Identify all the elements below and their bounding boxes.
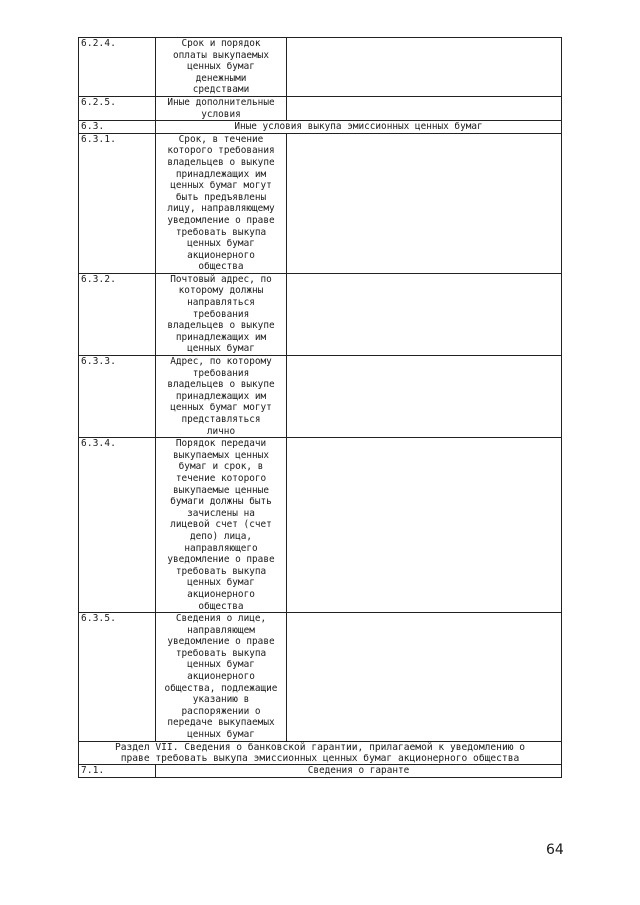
item-label-line: общества, подлежащие (164, 682, 278, 694)
item-label-line: Срок, в течение (178, 133, 264, 145)
item-label-line: быть предъявлены (175, 191, 267, 203)
item-label-line: лицу, направляющему (167, 203, 275, 215)
item-label-line: направляющем (187, 624, 255, 636)
item-value-field[interactable] (287, 96, 562, 120)
item-label-line: средствами (192, 84, 250, 96)
item-label-line: владельцев о выкупе (167, 156, 275, 168)
item-label-line: условия (201, 108, 241, 120)
item-label-line: направляться (187, 297, 255, 309)
item-label-line: течение которого (175, 472, 267, 484)
page-number: 64 (546, 842, 564, 858)
item-number: 6.2.4. (79, 38, 156, 97)
item-label-line: акционерного (187, 671, 255, 683)
item-label-line: лицевой счет (счет (170, 519, 272, 531)
item-label-line: бумаги должны быть (170, 496, 272, 508)
item-label-line: принадлежащих им (175, 331, 267, 343)
item-label-line: требовать выкупа (175, 565, 267, 577)
item-label (156, 273, 287, 355)
item-label-line: уведомление о праве (167, 554, 275, 566)
item-label-line: общества (198, 600, 244, 612)
item-label-line: акционерного (187, 249, 255, 261)
item-label-line: уведомление о праве (167, 636, 275, 648)
item-value-field[interactable] (287, 613, 562, 742)
item-label-line: ценных бумаг (187, 577, 255, 589)
section-number: 7.1. (79, 765, 156, 778)
section-row-7-1 (79, 765, 562, 778)
table-row (79, 133, 562, 273)
form-table-body (79, 38, 562, 778)
item-label (156, 38, 287, 97)
item-label-line: ценных бумаг могут (170, 402, 272, 414)
item-label-line: зачислены на (187, 507, 255, 519)
item-number: 6.2.5. (79, 96, 156, 120)
item-label-line: Иные дополнительные (167, 96, 275, 108)
item-label-line: указанию в (192, 694, 250, 706)
section-7-header-row (79, 741, 562, 765)
item-label-line: ценных бумаг (187, 238, 255, 250)
item-label-line: владельцев о выкупе (167, 379, 275, 391)
item-label-line: ценных бумаг (187, 343, 255, 355)
item-label-line: передаче выкупаемых (167, 717, 275, 729)
item-label-line: требовать выкупа (175, 647, 267, 659)
item-label-line: депо) лица, (189, 530, 253, 542)
item-label-line: принадлежащих им (175, 390, 267, 402)
table-row (79, 438, 562, 613)
item-label-line: лично (206, 425, 236, 437)
table-row (79, 613, 562, 742)
item-value-field[interactable] (287, 273, 562, 355)
section-7-title-line: праве требовать выкупа эмиссионных ценных бумаг акционерного общества (120, 753, 520, 765)
form-table (78, 37, 562, 778)
item-number: 6.3.2. (79, 273, 156, 355)
item-value-field[interactable] (287, 133, 562, 273)
item-number: 6.3.1. (79, 133, 156, 273)
section-7-title-line: Раздел VII. Сведения о банковской гарантии, прилагаемой к уведомлению о (114, 741, 526, 753)
item-label-line: требования (192, 308, 250, 320)
item-label-line: ценных бумаг могут (170, 180, 272, 192)
item-label-line: Сведения о лице, (175, 613, 267, 625)
item-label (156, 356, 287, 438)
table-row (79, 273, 562, 355)
section-number: 6.3. (79, 121, 156, 134)
item-label-line: акционерного (187, 588, 255, 600)
item-label (156, 613, 287, 742)
item-label-line: представляться (181, 414, 261, 425)
item-label-line: выкупаемых ценных (173, 449, 269, 461)
table-row (79, 356, 562, 438)
item-label-line: распоряжении о (181, 705, 261, 717)
item-label-line: требовать выкупа (175, 226, 267, 238)
section-7-title (79, 741, 562, 765)
table-row (79, 96, 562, 120)
item-label-line: уведомление о праве (167, 214, 275, 226)
item-label-line: которого требования (167, 145, 275, 157)
item-label-line: Адрес, по которому (170, 356, 272, 368)
item-label (156, 133, 287, 273)
item-number: 6.3.4. (79, 438, 156, 613)
item-label (156, 438, 287, 613)
section-title: Сведения о гаранте (156, 765, 562, 778)
item-label-line: ценных бумаг (187, 61, 255, 73)
item-label-line: владельцев о выкупе (167, 320, 275, 332)
item-label-line: принадлежащих им (175, 168, 267, 180)
item-label-line: направляющего (184, 542, 258, 554)
item-value-field[interactable] (287, 38, 562, 97)
item-label-line: Почтовый адрес, по (170, 273, 272, 285)
item-value-field[interactable] (287, 438, 562, 613)
item-label-line: общества (198, 261, 244, 273)
item-label-line: денежными (195, 72, 247, 84)
item-value-field[interactable] (287, 356, 562, 438)
item-number: 6.3.5. (79, 613, 156, 742)
item-number: 6.3.3. (79, 356, 156, 438)
section-row-6-3 (79, 121, 562, 134)
table-row (79, 38, 562, 97)
item-label-line: требования (192, 367, 250, 379)
item-label-line: ценных бумаг (187, 729, 255, 741)
section-title: Иные условия выкупа эмиссионных ценных бумаг (156, 121, 562, 134)
item-label-line: бумаг и срок, в (178, 461, 264, 473)
item-label-line: Срок и порядок (181, 38, 261, 49)
item-label-line: которому должны (178, 285, 264, 297)
item-label-line: Порядок передачи (175, 438, 267, 450)
item-label (156, 96, 287, 120)
item-label-line: оплаты выкупаемых (173, 49, 269, 61)
item-label-line: выкупаемые ценные (173, 484, 269, 496)
item-label-line: ценных бумаг (187, 659, 255, 671)
